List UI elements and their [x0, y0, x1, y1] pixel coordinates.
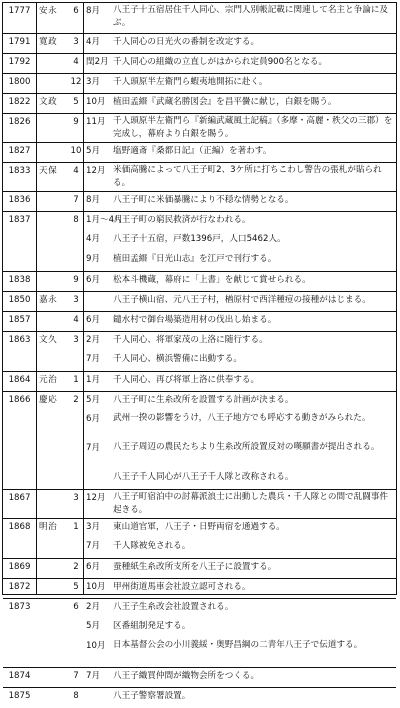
event-text: 千人同心、将軍家茂の上洛に随行する。	[113, 335, 268, 345]
table-row	[3, 331, 396, 352]
table-row	[3, 73, 396, 94]
year-cell: 1866	[8, 395, 31, 405]
table-row	[3, 687, 396, 708]
month-cell: 3月	[86, 77, 101, 87]
event-text: 区番組制発足する。	[113, 621, 191, 631]
year-cell: 1836	[8, 195, 31, 205]
era-cell: 明治	[39, 522, 58, 532]
event-text: 蚕種紙生糸改所支所を八王子に設置する。	[113, 562, 277, 572]
year-cell: 1791	[8, 37, 31, 47]
table-row	[3, 3, 396, 33]
event-text: 八王子横山宿、元八王子村，楢原村で西洋種痘の接種がはじまる。	[113, 295, 371, 305]
era-cell: 文久	[39, 335, 58, 345]
table-row	[3, 371, 396, 392]
month-cell: 4月	[86, 234, 101, 244]
month-cell: 9月	[86, 254, 101, 264]
event-text: 千人頭原半左衛門ら蝦夷地開拓に赴く。	[113, 77, 268, 87]
year-cell: 1777	[8, 6, 31, 16]
event-text: 八王子町に生糸改所を設置する計画が決まる。	[113, 395, 294, 405]
event-text: 植田孟縉『日光山志』を江戸で刊行する。	[113, 254, 277, 264]
year-cell: 1874	[8, 671, 31, 681]
year-cell: 1872	[8, 582, 31, 592]
month-cell: 5月	[86, 146, 101, 156]
table-row	[3, 162, 396, 192]
era-year-cell: 9	[73, 275, 79, 285]
table-row	[3, 598, 396, 619]
event-text: 東山道官軍，八王子・日野両宿を通過する。	[113, 522, 285, 532]
year-cell: 1864	[8, 375, 31, 385]
month-cell: 10月	[86, 582, 106, 592]
year-cell: 1875	[8, 691, 31, 701]
era-year-cell: 4	[73, 315, 79, 325]
event-text: 八王子警察署設置。	[113, 691, 191, 701]
table-row	[3, 578, 396, 599]
month-cell: 5月	[86, 621, 101, 631]
era-cell: 慶応	[39, 395, 58, 405]
month-cell: 6月	[86, 275, 101, 285]
era-year-cell: 12	[70, 77, 82, 87]
table-row	[3, 251, 396, 271]
chronology-table	[2, 2, 397, 701]
era-year-cell: 3	[73, 295, 79, 305]
table-row	[3, 33, 396, 54]
event-text: 八王子織買仲間が織物会所をつくる。	[113, 671, 260, 681]
era-year-cell: 2	[73, 395, 79, 405]
table-row	[3, 211, 396, 232]
table-row	[3, 667, 396, 688]
month-cell: 11月	[86, 117, 106, 127]
event-text: 八王子町宿泊中の討幕派浪士に出動した農兵・千人隊との間で乱闘事件起きる。	[113, 492, 389, 515]
year-cell: 1826	[8, 117, 31, 127]
month-cell: 閏2月	[86, 57, 109, 67]
era-cell: 安永	[39, 6, 58, 16]
event-text: 八王子千人同心が八王子千人隊と改称される。	[113, 472, 294, 482]
era-cell: 元治	[39, 375, 58, 385]
era-year-cell: 7	[73, 195, 79, 205]
event-text: 千人隊被免される。	[113, 541, 191, 551]
year-cell: 1850	[8, 295, 31, 305]
table-row	[3, 440, 396, 469]
year-cell: 1833	[8, 166, 31, 176]
month-cell: 10月	[86, 97, 106, 107]
month-cell: 7月	[86, 354, 101, 364]
event-text: 八王子十五宿，戸数1396戸，人口5462人。	[113, 234, 286, 244]
month-cell: 2月	[86, 602, 101, 612]
year-cell: 1837	[8, 215, 31, 225]
era-year-cell: 2	[73, 562, 79, 572]
era-year-cell: 1	[73, 522, 79, 532]
event-text: 日本基督公会の小川義綏・奥野昌綱の二青年八王子で伝道する。	[113, 640, 363, 650]
era-year-cell: 9	[73, 117, 79, 127]
month-cell: 1月	[86, 375, 101, 385]
month-cell: 12月	[86, 493, 106, 503]
event-text: 武州一揆の影響をうけ，八王子地方でも呼応する動きがみられた。	[113, 413, 371, 423]
event-text: 甲州街道馬車会社設立認可される。	[113, 582, 251, 592]
event-text: 松本斗機蔵，幕府に「上書」を献じて賞せられる。	[113, 275, 311, 285]
event-text: 塩野適斎『桑都日記』（正編）を著わす。	[113, 146, 272, 156]
era-cell: 文政	[39, 97, 58, 107]
year-cell: 1867	[8, 493, 31, 503]
year-cell: 1822	[8, 97, 31, 107]
month-cell: 6月	[86, 315, 101, 325]
month-cell: 8月	[86, 195, 101, 205]
table-row	[3, 351, 396, 371]
era-cell: 寛政	[39, 37, 58, 47]
era-cell: 嘉永	[39, 295, 58, 305]
table-row	[3, 231, 396, 251]
month-cell: 12月	[86, 166, 106, 176]
year-cell: 1868	[8, 522, 31, 532]
year-cell: 1857	[8, 315, 31, 325]
table-row	[3, 113, 396, 143]
year-cell: 1873	[8, 602, 31, 612]
table-row	[3, 558, 396, 579]
table-row	[3, 53, 396, 74]
era-year-cell: 4	[73, 166, 79, 176]
event-text: 八王子周辺の農民たちより生糸改所設置反対の嘆願書が提出される。	[113, 442, 380, 452]
month-cell: 5月	[86, 395, 101, 405]
event-text: 千人頭原半左衛門ら『新編武蔵風土記稿』（多摩・高麗・秩父の三郡）を完成し，幕府より白銀を賜う。	[113, 116, 393, 139]
year-cell: 1863	[8, 335, 31, 345]
table-row	[3, 518, 396, 539]
table-row	[3, 469, 396, 489]
month-cell: 1月～4月	[86, 215, 123, 225]
year-cell: 1838	[8, 275, 31, 285]
event-text: 千人同心、横浜警備に出動する。	[113, 354, 242, 364]
year-cell: 1869	[8, 562, 31, 572]
event-text: 千人同心の組織の立直しがはかられ定員900名となる。	[113, 57, 328, 67]
era-year-cell: 5	[73, 97, 79, 107]
era-year-cell: 6	[73, 602, 79, 612]
month-cell: 7月	[86, 671, 101, 681]
table-row	[3, 142, 396, 163]
month-cell: 8月	[86, 6, 101, 16]
year-cell: 1800	[8, 77, 31, 87]
event-text: 植田孟縉『武蔵名勝図会』を昌平黌に献じ，白銀を賜う。	[113, 97, 337, 107]
event-text: 千人同心の日光火の番制を改定する。	[113, 37, 260, 47]
era-cell: 天保	[39, 166, 58, 176]
table-row	[3, 411, 396, 440]
era-year-cell: 10	[70, 146, 82, 156]
event-text: 千人同心、再び将軍上洛に供奉する。	[113, 375, 260, 385]
event-text: 八王子町の窮民救済が行なわれる。	[113, 215, 251, 225]
table-row	[3, 391, 396, 412]
era-year-cell: 7	[73, 671, 79, 681]
table-row	[3, 538, 396, 558]
era-year-cell: 4	[73, 57, 79, 67]
month-cell: 6月	[86, 414, 101, 424]
era-year-cell: 8	[73, 215, 79, 225]
month-cell: 6月	[86, 562, 101, 572]
era-year-cell: 5	[73, 582, 79, 592]
month-cell: 10月	[86, 641, 106, 651]
era-year-cell: 3	[73, 335, 79, 345]
era-year-cell: 3	[73, 493, 79, 503]
month-cell: 7月	[86, 541, 101, 551]
year-cell: 1827	[8, 146, 31, 156]
era-year-cell: 1	[73, 375, 79, 385]
table-row	[3, 191, 396, 212]
table-row	[3, 271, 396, 292]
event-text: 鑓水村で御台場築造用材の伐出し始まる。	[113, 315, 277, 325]
event-text: 八王子十五宿居住千人同心、宗門人別帳記載に関連して名主と争論に及ぶ。	[113, 5, 389, 28]
month-cell: 3月	[86, 522, 101, 532]
month-cell: 4月	[86, 37, 101, 47]
era-year-cell: 8	[73, 691, 79, 701]
month-cell: 7月	[86, 443, 101, 453]
year-cell: 1792	[8, 57, 31, 67]
table-row	[3, 93, 396, 114]
table-row	[3, 618, 396, 638]
era-year-cell: 3	[73, 37, 79, 47]
table-row	[3, 638, 396, 667]
month-cell: 2月	[86, 335, 101, 345]
table-row	[3, 489, 396, 519]
event-text: 八王子生糸改会社設置される。	[113, 602, 234, 612]
event-text: 米価高騰によって八王子町2、3ケ所に打ちこわし警告の張札が貼られる。	[113, 165, 382, 188]
era-year-cell: 6	[73, 6, 79, 16]
event-text: 八王子町に米価暴騰により不穏な情勢となる。	[113, 195, 294, 205]
table-row	[3, 291, 396, 312]
table-row	[3, 311, 396, 332]
